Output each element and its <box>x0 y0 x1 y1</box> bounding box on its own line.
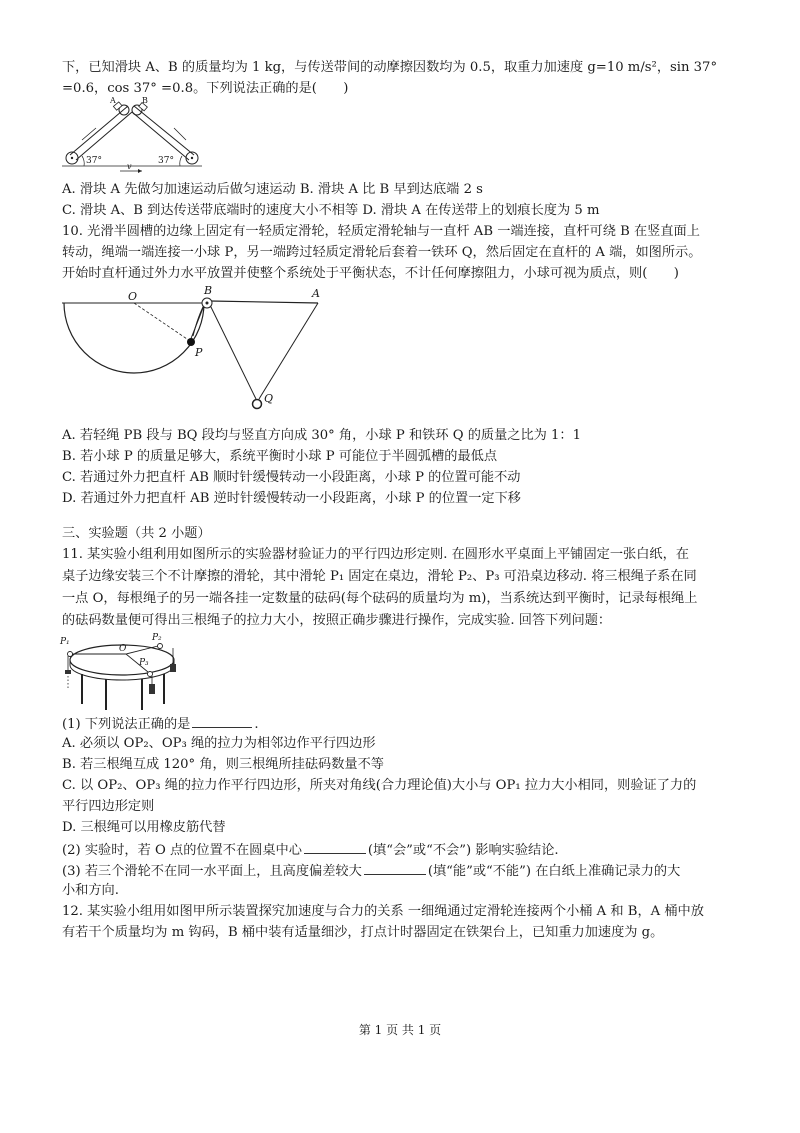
q9-label-a: A <box>110 96 116 105</box>
q11-sub-2 <box>62 839 559 861</box>
q9-options-cd: C. 滑块 A、B 到达传送带底端时的速度大小不相等 D. 滑块 A 在传送带上的划痕长度为 5 m <box>62 203 600 218</box>
q10-stem-line-2: 转动，绳端一端连接一小球 P，另一端跨过轻质定滑轮后套着一铁环 Q，然后固定在直杆的 A 端，如图所示。 <box>62 245 702 260</box>
q11-sub-1-text: (1) 下列说法正确的是 <box>62 717 191 732</box>
q9-label-b: B <box>142 96 148 105</box>
q10-option-d: D. 若通过外力把直杆 AB 逆时针缓慢转动一小段距离，小球 P 的位置一定下移 <box>62 491 521 506</box>
q12-stem-line-1: 12. 某实验小组用如图甲所示装置探究加速度与合力的关系 一细绳通过定滑轮连接两个小桶 A 和 B，A 桶中放 <box>62 904 704 919</box>
q11-sub-1-answer-blank[interactable] <box>192 713 252 728</box>
q11-sub-3-text: (3) 若三个滑轮不在同一水平面上，且高度偏差较大 <box>62 864 362 879</box>
q10-label-a: A <box>312 287 320 300</box>
q11-stem-line-4: 的砝码数量便可得出三根绳子的拉力大小，按照正确步骤进行操作，完成实验. 回答下列问题： <box>62 613 612 628</box>
q10-option-a: A. 若轻绳 PB 段与 BQ 段均与竖直方向成 30° 角，小球 P 和铁环 Q 的质量之比为 1：1 <box>62 428 581 443</box>
q10-option-b: B. 若小球 P 的质量足够大，系统平衡时小球 P 可能位于半圆弧槽的最低点 <box>62 449 498 464</box>
q11-label-o: O <box>119 644 127 654</box>
q9-angle-left: 37° <box>86 156 102 166</box>
q11-table-figure <box>60 632 195 712</box>
q11-sub-1 <box>62 713 259 735</box>
q9-conveyor-figure <box>62 96 212 172</box>
q10-label-b: B <box>204 284 213 297</box>
q11-option-c-line-2: 平行四边形定则 <box>62 799 155 814</box>
q11-sub-1-end: . <box>254 717 259 732</box>
q11-option-b: B. 若三根绳互成 120° 角，则三根绳所挂砝码数量不等 <box>62 757 384 772</box>
q9-stem-line-1: 下，已知滑块 A、B 的质量均为 1 kg，与传送带间的动摩擦因数均为 0.5，取重力加速度 g=10 m/s²，sin 37° <box>62 60 718 75</box>
q11-option-a: A. 必须以 OP₂、OP₃ 绳的拉力为相邻边作平行四边形 <box>62 736 376 751</box>
q10-stem-line-3: 开始时直杆通过外力水平放置并使整个系统处于平衡状态，不计任何摩擦阻力，小球可视为质点，则( ) <box>62 266 679 281</box>
q10-label-p: P <box>195 346 203 359</box>
q11-label-p3: P₃ <box>139 658 149 668</box>
q11-stem-line-2: 桌子边缘安装三个不计摩擦的滑轮，其中滑轮 P₁ 固定在桌边，滑轮 P₂、P₃ 可沿桌边移动. 将三根绳子系在同 <box>62 569 697 584</box>
page-footer: 第 1 页 共 1 页 <box>358 1023 442 1037</box>
q11-sub-3-answer-blank[interactable] <box>364 860 426 875</box>
q11-option-d: D. 三根绳可以用橡皮筋代替 <box>62 820 226 835</box>
section-title: 三、实验题（共 2 小题） <box>62 526 211 541</box>
q10-label-o: O <box>128 290 138 303</box>
q9-stem-line-2: =0.6，cos 37° =0.8。下列说法正确的是( ) <box>62 81 349 96</box>
q9-options-ab: A. 滑块 A 先做匀加速运动后做匀速运动 B. 滑块 A 比 B 早到达底端 2 s <box>62 182 483 197</box>
q10-option-c: C. 若通过外力把直杆 AB 顺时针缓慢转动一小段距离，小球 P 的位置可能不动 <box>62 470 521 485</box>
q11-sub-3-continued: 小和方向. <box>62 883 119 898</box>
q12-stem-line-2: 有若干个质量均为 m 钩码，B 桶中装有适量细沙，打点计时器固定在铁架台上，已知重力加速度为 g。 <box>62 925 664 940</box>
q10-label-q: Q <box>264 392 274 405</box>
q11-stem-line-1: 11. 某实验小组利用如图所示的实验器材验证力的平行四边形定则. 在圆形水平桌面上平铺固定一张白纸，在 <box>62 547 689 562</box>
q11-sub-2-hint: (填“会”或“不会”) 影响实验结论. <box>367 843 559 858</box>
q9-velocity-label: v <box>127 162 132 171</box>
q11-sub-3-hint: (填“能”或“不能”) 在白纸上准确记录力的大 <box>427 864 681 879</box>
q11-sub-2-text: (2) 实验时，若 O 点的位置不在圆桌中心 <box>62 843 302 858</box>
q11-sub-2-answer-blank[interactable] <box>304 839 366 854</box>
q9-angle-right: 37° <box>158 156 174 166</box>
q10-stem-line-1: 10. 光滑半圆槽的边缘上固定有一轻质定滑轮，轻质定滑轮轴与一直杆 AB 一端连接，直杆可绕 B 在竖直面上 <box>62 224 700 239</box>
q11-label-p1: P₁ <box>60 637 70 647</box>
q11-sub-3 <box>62 860 680 882</box>
q10-semicircle-figure <box>62 286 342 418</box>
q11-label-p2: P₂ <box>152 633 162 643</box>
q11-stem-line-3: 一点 O，每根绳子的另一端各挂一定数量的砝码(每个砝码的质量均为 m)，当系统达到平衡时，记录每根绳上 <box>62 591 698 606</box>
q11-option-c-line-1: C. 以 OP₂、OP₃ 绳的拉力作平行四边形，所夹对角线(合力理论值)大小与 OP₁ 拉力大小相同，则验证了力的 <box>62 778 697 793</box>
